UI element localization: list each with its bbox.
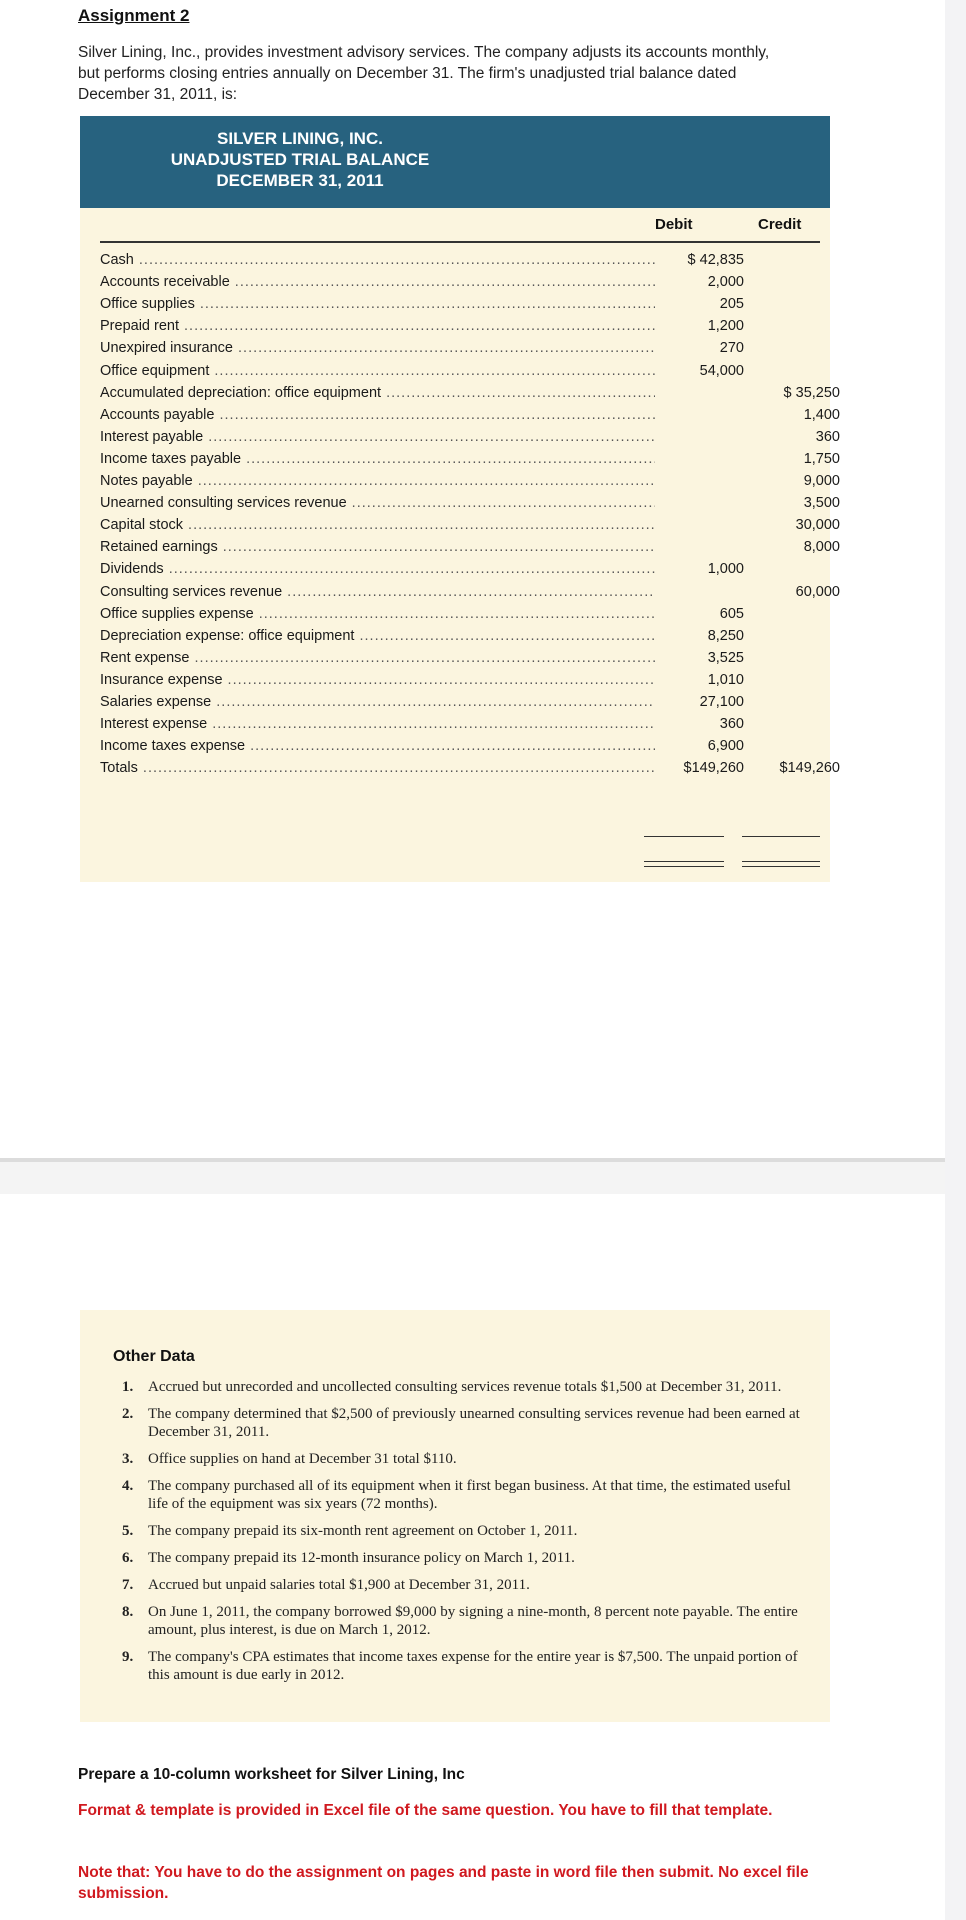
credit-total-double-rule: [742, 861, 820, 867]
item-number: 9.: [122, 1649, 134, 1665]
trial-balance-row: [100, 604, 820, 624]
account-name: Consulting services revenue .....: [100, 582, 655, 602]
item-text: Accrued but unpaid salaries total $1,900 at December 31, 2011.: [148, 1577, 530, 1593]
account-name: Interest payable .....: [100, 427, 655, 447]
account-name: Capital stock .....: [100, 515, 655, 535]
other-data-item: [122, 1522, 812, 1540]
account-name: Income taxes payable .....: [100, 449, 655, 469]
account-name: Unearned consulting services revenue .....: [100, 493, 655, 513]
header-rule: [100, 241, 820, 243]
account-name: Office supplies expense .....: [100, 604, 655, 624]
account-name: Accumulated depreciation: office equipment .....: [100, 383, 655, 403]
assignment-title: Assignment 2: [78, 6, 190, 25]
account-name: Accounts receivable .....: [100, 272, 655, 292]
account-name: Cash .....: [100, 250, 655, 270]
trial-balance-row: [100, 471, 840, 491]
account-name: Dividends .....: [100, 559, 655, 579]
other-data-title: Other Data: [113, 1348, 195, 1365]
other-data-item: [122, 1477, 812, 1513]
account-name: Office supplies .....: [100, 294, 655, 314]
item-number: 3.: [122, 1451, 134, 1467]
other-data-card: [80, 1310, 830, 1722]
other-data-item: [122, 1405, 812, 1441]
debit-amount: 6,900: [707, 738, 744, 755]
trial-balance-row: [100, 250, 820, 270]
statement-title: UNADJUSTED TRIAL BALANCE: [170, 150, 430, 169]
debit-amount: $ 42,835: [687, 252, 744, 268]
item-number: 1.: [122, 1379, 134, 1395]
debit-column-header: Debit: [655, 216, 693, 233]
credit-subtotal-rule: [742, 836, 820, 837]
trial-balance-row: [100, 338, 820, 358]
debit-amount: 3,525: [707, 649, 744, 666]
debit-amount: 605: [719, 605, 744, 622]
other-data-item: [122, 1648, 812, 1684]
credit-amount: 1,750: [803, 450, 840, 467]
other-data-item: [122, 1549, 812, 1567]
company-name: SILVER LINING, INC.: [217, 129, 383, 148]
trial-balance-row: [100, 294, 820, 314]
trial-balance-row: [100, 405, 840, 425]
trial-balance-row: [100, 582, 840, 602]
account-name: Depreciation expense: office equipment .....: [100, 626, 655, 646]
item-text: The company prepaid its six-month rent agreement on October 1, 2011.: [148, 1523, 578, 1539]
trial-balance-row: [100, 272, 820, 292]
other-data-item: [122, 1450, 812, 1468]
prepare-instruction: Prepare a 10-column worksheet for Silver Lining, Inc: [78, 1766, 465, 1783]
trial-balance-row: [100, 714, 820, 734]
debit-amount: $149,260: [683, 760, 744, 777]
trial-balance-row: [100, 515, 840, 535]
credit-amount: 8,000: [803, 539, 840, 556]
credit-column-header: Credit: [758, 216, 802, 233]
account-name: Rent expense .....: [100, 648, 655, 668]
debit-total-double-rule: [644, 861, 724, 867]
account-name: Retained earnings .....: [100, 537, 655, 557]
trial-balance-row: [100, 670, 820, 690]
item-number: 4.: [122, 1478, 134, 1494]
debit-amount: 2,000: [707, 274, 744, 291]
credit-amount: 360: [815, 428, 840, 445]
trial-balance-row: [100, 692, 820, 712]
debit-amount: 1,010: [707, 671, 744, 688]
trial-balance-row: [100, 383, 840, 403]
account-name: Unexpired insurance .....: [100, 338, 655, 358]
submission-note: Note that: You have to do the assignment on pages and paste in word file then submit. No excel file submission.: [78, 1864, 809, 1902]
account-name: Accounts payable .....: [100, 405, 655, 425]
item-text: The company's CPA estimates that income taxes expense for the entire year is $7,500. The unpaid portion of this amount is due early in 2012.: [148, 1649, 798, 1683]
trial-balance-row: [100, 493, 840, 513]
item-number: 8.: [122, 1604, 134, 1620]
account-name: Office equipment .....: [100, 361, 655, 381]
trial-balance-row: [100, 758, 840, 778]
debit-amount: 8,250: [707, 627, 744, 644]
credit-amount: 3,500: [803, 495, 840, 512]
page-margin-strip: [945, 0, 966, 1920]
debit-amount: 205: [719, 296, 744, 313]
item-text: Office supplies on hand at December 31 total $110.: [148, 1451, 457, 1467]
trial-balance-row: [100, 427, 840, 447]
item-text: The company determined that $2,500 of previously unearned consulting services revenue had been earned at December 31, 2011.: [148, 1406, 800, 1440]
account-name: Prepaid rent .....: [100, 316, 655, 336]
item-text: The company prepaid its 12-month insurance policy on March 1, 2011.: [148, 1550, 575, 1566]
template-note: Format & template is provided in Excel file of the same question. You have to fill that template.: [78, 1802, 773, 1819]
debit-subtotal-rule: [644, 836, 724, 837]
debit-amount: 270: [719, 340, 744, 357]
trial-balance-row: [100, 559, 820, 579]
debit-amount: 1,000: [707, 561, 744, 578]
debit-amount: 54,000: [699, 362, 744, 379]
credit-amount: $ 35,250: [783, 384, 840, 401]
credit-amount: 9,000: [803, 473, 840, 489]
item-number: 2.: [122, 1406, 134, 1422]
account-name: Income taxes expense .....: [100, 736, 655, 756]
account-name: Salaries expense .....: [100, 692, 655, 712]
debit-amount: 27,100: [699, 694, 744, 710]
other-data-item: [122, 1576, 812, 1594]
item-number: 5.: [122, 1523, 134, 1539]
statement-date: DECEMBER 31, 2011: [216, 171, 384, 190]
credit-amount: 1,400: [803, 406, 840, 423]
page-gap: [0, 1162, 945, 1194]
trial-balance-row: [100, 316, 820, 336]
debit-amount: 1,200: [707, 318, 744, 335]
item-text: On June 1, 2011, the company borrowed $9,000 by signing a nine-month, 8 percent note payable. The entire amount, plus interest, is due on March 1, 2012.: [148, 1604, 798, 1638]
trial-balance-row: [100, 537, 840, 557]
item-number: 6.: [122, 1550, 134, 1566]
trial-balance-row: [100, 361, 820, 381]
other-data-item: [122, 1378, 812, 1396]
trial-balance-row: [100, 736, 820, 756]
credit-amount: $149,260: [779, 760, 840, 777]
account-name: Insurance expense .....: [100, 670, 655, 690]
debit-amount: 360: [719, 716, 744, 733]
item-text: The company purchased all of its equipment when it first began business. At that time, the estimated useful life of the equipment was six years (72 months).: [148, 1478, 791, 1512]
credit-amount: 30,000: [795, 517, 840, 534]
account-name: Totals .....: [100, 758, 655, 778]
other-data-list: [122, 1378, 812, 1693]
trial-balance-row: [100, 626, 820, 646]
item-number: 7.: [122, 1577, 134, 1593]
trial-balance-card: [80, 116, 840, 882]
account-name: Notes payable .....: [100, 471, 655, 491]
other-data-item: [122, 1603, 812, 1639]
item-text: Accrued but unrecorded and uncollected consulting services revenue totals $1,500 at December 31, 2011.: [148, 1379, 782, 1395]
credit-amount: 60,000: [795, 583, 840, 600]
trial-balance-row: [100, 449, 840, 469]
trial-balance-row: [100, 648, 820, 668]
assignment-intro: Silver Lining, Inc., provides investment advisory services. The company adjusts its accounts monthly, but performs closing entries annually on December 31. The firm's unadjusted trial balance dated December 31, 2011, is:: [78, 44, 770, 103]
account-name: Interest expense .....: [100, 714, 655, 734]
trial-balance-header: [80, 116, 830, 208]
